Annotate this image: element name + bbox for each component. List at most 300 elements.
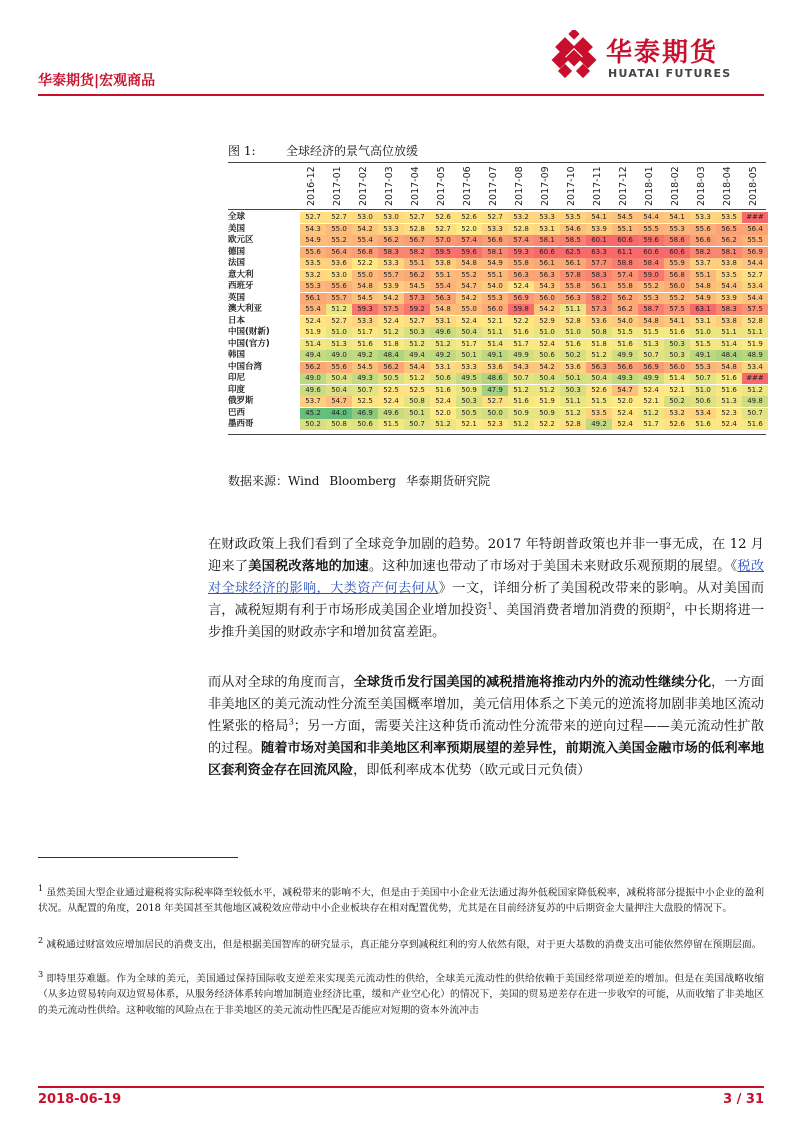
- heatmap-cell: 51.1: [716, 327, 742, 338]
- heatmap-cell: 55.3: [664, 224, 690, 235]
- heatmap-cell: 51.4: [300, 339, 326, 350]
- heatmap-cell: 55.3: [690, 362, 716, 373]
- month-header: 2017-07: [488, 166, 499, 206]
- heatmap-top-rule: [228, 162, 766, 163]
- heatmap-cell: 55.5: [742, 235, 768, 246]
- heatmap-cell: 52.1: [482, 316, 508, 327]
- heatmap-cell: 52.1: [664, 385, 690, 396]
- heatmap-cell: 54.0: [612, 316, 638, 327]
- heatmap-cell: 50.9: [508, 408, 534, 419]
- heatmap-cell: 56.2: [378, 362, 404, 373]
- heatmap-cell: 54.5: [352, 362, 378, 373]
- header-rule: [38, 94, 764, 96]
- heatmap-cell: 60.6: [612, 235, 638, 246]
- heatmap-cell: 53.3: [352, 316, 378, 327]
- heatmap-cell: 51.6: [664, 327, 690, 338]
- logo-english-name: HUATAI FUTURES: [608, 67, 732, 80]
- heatmap-cell: 55.1: [690, 270, 716, 281]
- heatmap-cell: 50.4: [534, 373, 560, 384]
- heatmap-cell: 54.7: [612, 385, 638, 396]
- logo-chinese-name: 华泰期货: [606, 38, 719, 68]
- row-label: 日本: [228, 315, 246, 326]
- heatmap-cell: 51.0: [534, 327, 560, 338]
- heatmap-cell: 53.9: [716, 293, 742, 304]
- heatmap-cell: 52.7: [742, 270, 768, 281]
- heatmap-cell: 54.4: [742, 258, 768, 269]
- row-label: 中国台湾: [228, 361, 263, 372]
- heatmap-cell: 51.2: [404, 339, 430, 350]
- heatmap-cell: 53.6: [560, 362, 586, 373]
- heatmap-cell: 53.0: [326, 270, 352, 281]
- heatmap-cell: 50.3: [456, 396, 482, 407]
- heatmap-cell: 51.1: [560, 304, 586, 315]
- heatmap-cell: 55.3: [638, 293, 664, 304]
- heatmap-cell: 51.2: [326, 304, 352, 315]
- heatmap-cell: 49.1: [690, 350, 716, 361]
- heatmap-cell: 55.8: [560, 281, 586, 292]
- heatmap-cell: 52.7: [404, 212, 430, 223]
- heatmap-cell: 51.1: [742, 327, 768, 338]
- heatmap-cell: 51.6: [742, 419, 768, 430]
- figure-source: [228, 472, 500, 489]
- footnote-2-text: 减税通过财富效应增加居民的消费支出，但是根据美国智库的研究显示，真正能分享到减税红利的穷人依然有限，对于更大基数的消费支出可能依然停留在预期层面。: [46, 939, 762, 951]
- heatmap-cell: 54.9: [482, 258, 508, 269]
- huatai-logo: [548, 30, 768, 86]
- heatmap-cell: 53.3: [456, 362, 482, 373]
- heatmap-cell: 55.6: [300, 247, 326, 258]
- header-brand: 华泰期货|宏观商品: [38, 73, 156, 89]
- heatmap-cell: 54.7: [456, 281, 482, 292]
- heatmap-cell: 54.2: [456, 293, 482, 304]
- heatmap-cell: 56.7: [404, 235, 430, 246]
- heatmap-cell: 50.6: [352, 419, 378, 430]
- heatmap-cell: 53.5: [586, 408, 612, 419]
- row-label: 意大利: [228, 269, 254, 280]
- heatmap-cell: 55.2: [664, 293, 690, 304]
- row-label: 中国(官方): [228, 338, 270, 349]
- footnote-2-number: 2: [38, 935, 44, 945]
- month-header: 2017-12: [618, 166, 629, 206]
- heatmap-cell: 50.2: [560, 350, 586, 361]
- heatmap-cell: 51.4: [664, 373, 690, 384]
- heatmap-cell: 56.3: [508, 270, 534, 281]
- p1-bold-1: 美国税改落地的加速: [248, 559, 369, 574]
- p1-text-4: 、美国消费者增加消费的预期: [492, 603, 666, 618]
- month-header: 2017-02: [358, 166, 369, 206]
- heatmap-cell: 51.3: [638, 339, 664, 350]
- heatmap-cell: 54.4: [638, 212, 664, 223]
- heatmap-cell: 51.6: [716, 373, 742, 384]
- paragraph-tax-reform: [208, 534, 764, 644]
- heatmap-cell: 50.7: [508, 373, 534, 384]
- heatmap-cell: 49.2: [352, 350, 378, 361]
- row-label: 墨西哥: [228, 419, 254, 429]
- heatmap-cell: 54.5: [352, 293, 378, 304]
- heatmap-cell: 52.7: [482, 396, 508, 407]
- page-number: 3 / 31: [723, 1092, 764, 1107]
- heatmap-cell: 55.8: [508, 258, 534, 269]
- heatmap-cell: 49.2: [430, 350, 456, 361]
- huatai-logo-mark-icon: [548, 30, 600, 82]
- heatmap-cell: 50.6: [534, 350, 560, 361]
- heatmap-cell: 51.4: [716, 339, 742, 350]
- heatmap-cell: 55.3: [300, 281, 326, 292]
- heatmap-cell: 50.0: [482, 408, 508, 419]
- row-label: 俄罗斯: [228, 396, 254, 406]
- heatmap-cell: 54.8: [716, 362, 742, 373]
- heatmap-cell: 56.2: [300, 362, 326, 373]
- heatmap-cell: 51.6: [690, 419, 716, 430]
- heatmap-cell: 57.5: [742, 304, 768, 315]
- p2-text-3: ；另一方面，需要关注这种货币流动性分流带来的逆向过程——美元流动性扩散的过程。: [208, 719, 765, 756]
- heatmap-cell: 57.8: [560, 270, 586, 281]
- heatmap-cell: 51.5: [638, 327, 664, 338]
- heatmap-cell: 53.3: [534, 212, 560, 223]
- month-header: 2016-12: [306, 166, 317, 206]
- heatmap-cell: 56.1: [560, 258, 586, 269]
- footnote-3-number: 3: [38, 969, 44, 979]
- heatmap-cell: 55.6: [326, 362, 352, 373]
- heatmap-cell: 49.3: [612, 373, 638, 384]
- heatmap-cell: 55.7: [378, 270, 404, 281]
- heatmap-cell: 46.9: [352, 408, 378, 419]
- heatmap-cell: 50.1: [560, 373, 586, 384]
- heatmap-cell: 51.1: [560, 396, 586, 407]
- heatmap-cell: 58.5: [560, 235, 586, 246]
- source-label: 数据来源：: [228, 474, 289, 488]
- heatmap-cell: 51.2: [586, 350, 612, 361]
- heatmap-cell: 56.3: [430, 293, 456, 304]
- heatmap-cell: 52.2: [534, 419, 560, 430]
- heatmap-cell: 59.8: [508, 304, 534, 315]
- month-header: 2017-10: [566, 166, 577, 206]
- heatmap-cell: 50.7: [404, 419, 430, 430]
- heatmap-cell: 57.4: [508, 235, 534, 246]
- heatmap-cell: 49.8: [742, 396, 768, 407]
- heatmap-cell: 53.8: [716, 316, 742, 327]
- heatmap-cell: 52.1: [456, 419, 482, 430]
- footnote-ref-2[interactable]: 2: [665, 601, 671, 611]
- heatmap-cell: 50.9: [534, 408, 560, 419]
- heatmap-cell: 51.8: [378, 339, 404, 350]
- heatmap-cell: 55.3: [482, 293, 508, 304]
- heatmap-cell: 55.5: [638, 224, 664, 235]
- heatmap-cell: 50.3: [664, 339, 690, 350]
- heatmap-cell: 51.6: [508, 327, 534, 338]
- heatmap-cell: 53.2: [300, 270, 326, 281]
- heatmap-cell: 53.8: [430, 258, 456, 269]
- heatmap-cell: 54.2: [352, 224, 378, 235]
- heatmap-cell: 52.4: [430, 396, 456, 407]
- heatmap-cell: 58.1: [482, 247, 508, 258]
- heatmap-cell: 58.3: [378, 247, 404, 258]
- heatmap-cell: 50.9: [456, 385, 482, 396]
- row-label: 韩国: [228, 350, 246, 360]
- heatmap-cell: 50.4: [326, 385, 352, 396]
- heatmap-cell: 50.8: [586, 327, 612, 338]
- heatmap-cell: 55.2: [326, 235, 352, 246]
- p2-bold-1: 全球货币发行国美国的减税措施将推动内外的流动性继续分化: [353, 675, 712, 690]
- row-label: 印度: [228, 384, 246, 395]
- heatmap-cell: 54.2: [534, 304, 560, 315]
- heatmap-cell: 54.7: [326, 396, 352, 407]
- heatmap-cell: 53.3: [482, 224, 508, 235]
- month-header: 2017-09: [540, 166, 551, 206]
- heatmap-cell: 51.6: [560, 339, 586, 350]
- heatmap-cell: ###: [742, 212, 768, 223]
- heatmap-header-rule: [228, 209, 766, 210]
- heatmap-cell: 56.6: [690, 235, 716, 246]
- heatmap-cell: 57.7: [586, 258, 612, 269]
- heatmap-cell: 51.6: [612, 339, 638, 350]
- heatmap-cell: 54.8: [352, 281, 378, 292]
- heatmap-cell: 52.5: [378, 385, 404, 396]
- heatmap-cell: 56.2: [378, 235, 404, 246]
- heatmap-cell: 51.9: [742, 339, 768, 350]
- footnote-ref-3[interactable]: 3: [288, 717, 294, 727]
- heatmap-cell: 50.5: [456, 408, 482, 419]
- heatmap-cell: 59.2: [404, 304, 430, 315]
- heatmap-cell: 49.6: [430, 327, 456, 338]
- heatmap-cell: 51.2: [430, 419, 456, 430]
- heatmap-cell: 52.7: [326, 212, 352, 223]
- heatmap-cell: 55.6: [690, 224, 716, 235]
- heatmap-cell: 51.5: [690, 339, 716, 350]
- heatmap-cell: 51.2: [742, 385, 768, 396]
- month-header: 2018-04: [722, 166, 733, 206]
- heatmap-cell: 50.2: [300, 419, 326, 430]
- heatmap-cell: 49.6: [300, 385, 326, 396]
- heatmap-cell: 57.3: [586, 304, 612, 315]
- heatmap-cell: 56.3: [586, 362, 612, 373]
- heatmap-cell: 50.4: [456, 327, 482, 338]
- heatmap-cell: 58.2: [404, 247, 430, 258]
- source-bloomberg: Bloomberg: [329, 474, 397, 488]
- heatmap-cell: 53.4: [742, 362, 768, 373]
- heatmap-cell: 56.6: [482, 235, 508, 246]
- heatmap-cell: 56.2: [612, 293, 638, 304]
- heatmap-cell: 52.7: [430, 224, 456, 235]
- heatmap-cell: 48.6: [482, 373, 508, 384]
- heatmap-cell: 52.0: [612, 396, 638, 407]
- heatmap-cell: 51.5: [378, 419, 404, 430]
- heatmap-cell: 54.8: [456, 258, 482, 269]
- heatmap-cell: 54.2: [534, 362, 560, 373]
- heatmap-cell: 50.7: [690, 373, 716, 384]
- heatmap-cell: 51.2: [638, 408, 664, 419]
- heatmap-cell: 51.7: [638, 419, 664, 430]
- heatmap-cell: 49.9: [638, 373, 664, 384]
- heatmap-cell: 49.9: [508, 350, 534, 361]
- p1-text-3: 》一文，详细分析了美国税改带来的影响。从对美国而言，减税短期有利于市场形成美国企业增加投资: [208, 581, 765, 618]
- p2-text-1: 而从对全球的角度而言，: [208, 675, 354, 690]
- heatmap-cell: 56.6: [612, 362, 638, 373]
- heatmap-cell: 63.3: [586, 247, 612, 258]
- heatmap-cell: 52.5: [404, 385, 430, 396]
- heatmap-cell: 58.1: [716, 247, 742, 258]
- heatmap-cell: 51.6: [352, 339, 378, 350]
- heatmap-cell: 52.7: [482, 212, 508, 223]
- p1-text-1: 在财政政策上我们看到了全球竞争加剧的趋势。2017 年特朗普政策也并非一事无成，在 12 月迎来了: [208, 537, 764, 574]
- heatmap-cell: 59.6: [638, 235, 664, 246]
- heatmap-cell: 54.3: [508, 362, 534, 373]
- heatmap-cell: 50.5: [378, 373, 404, 384]
- heatmap-cell: 52.6: [586, 385, 612, 396]
- heatmap-cell: 56.5: [716, 224, 742, 235]
- heatmap-cell: 50.1: [456, 350, 482, 361]
- heatmap-cell: 52.4: [612, 408, 638, 419]
- heatmap-cell: 53.5: [716, 270, 742, 281]
- heatmap-cell: 49.9: [612, 350, 638, 361]
- heatmap-cell: 55.8: [612, 281, 638, 292]
- footnote-1-text: 虽然美国大型企业通过避税将实际税率降至较低水平，减税带来的影响不大，但是由于美国中小企业无法通过海外低税国家降低税率，减税将部分提振中小企业的盈利状况。从配置的角度，2018 年美国甚至其他地区减税效应带动中小企业板块存在相对配置优势，尤其是在目前经济复苏的中后期资金大量押注大盘股的情况下。: [38, 887, 764, 915]
- heatmap-cell: 55.4: [300, 304, 326, 315]
- heatmap-bottom-rule: [228, 434, 766, 435]
- heatmap-cell: 50.8: [326, 419, 352, 430]
- heatmap-cell: 58.2: [690, 247, 716, 258]
- heatmap-cell: 50.2: [664, 396, 690, 407]
- heatmap-cell: 54.3: [534, 281, 560, 292]
- heatmap-cell: 51.6: [716, 385, 742, 396]
- month-header: 2017-01: [332, 166, 343, 206]
- heatmap-cell: 55.0: [326, 224, 352, 235]
- heatmap-cell: 53.9: [586, 224, 612, 235]
- heatmap-cell: 51.5: [586, 396, 612, 407]
- heatmap-cell: 55.9: [664, 258, 690, 269]
- heatmap-cell: 55.2: [638, 281, 664, 292]
- heatmap-cell: 52.7: [404, 316, 430, 327]
- footnote-1: [38, 880, 764, 917]
- heatmap-cell: 61.1: [612, 247, 638, 258]
- heatmap-cell: 54.0: [482, 281, 508, 292]
- heatmap-cell: 52.4: [716, 419, 742, 430]
- source-wind: Wind: [288, 474, 320, 488]
- heatmap-cell: 54.8: [690, 281, 716, 292]
- heatmap-cell: 54.8: [638, 316, 664, 327]
- heatmap-cell: 52.0: [430, 408, 456, 419]
- heatmap-cell: 49.3: [352, 373, 378, 384]
- heatmap-cell: 53.3: [378, 258, 404, 269]
- heatmap-cell: 50.3: [664, 350, 690, 361]
- heatmap-cell: 54.4: [716, 281, 742, 292]
- footnote-3-text: 即特里芬难题。作为全球的美元，美国通过保持国际收支逆差来实现美元流动性的供给，全球美元流动性的供给依赖于美国经常项逆差的增加。但是在美国战略收缩（从多边贸易转向双边贸易体系，从服务经济体系转向增加制造业经济比重，缓和产业空心化）的情况下，美国的贸易逆差存在进一步收窄的可能，从而收缩了非美地区的美元流动性供给。这种收缩的风险点在于非美地区的美元流动性匹配是否能应对短期的资本外流冲击: [38, 973, 764, 1017]
- heatmap-cell: 52.6: [430, 212, 456, 223]
- heatmap-cell: 56.2: [716, 235, 742, 246]
- month-header: 2017-03: [384, 166, 395, 206]
- heatmap-cell: 56.1: [534, 258, 560, 269]
- row-label: 中国(财新): [228, 327, 270, 337]
- heatmap-cell: 51.1: [482, 327, 508, 338]
- article-link[interactable]: 税改对全球经济的影响，大类资产何去何从: [208, 559, 765, 596]
- heatmap-cell: 49.4: [300, 350, 326, 361]
- source-huatai: 华泰期货研究院: [406, 474, 491, 488]
- heatmap-cell: 54.6: [560, 224, 586, 235]
- heatmap-cell: 58.7: [638, 304, 664, 315]
- heatmap-cell: 58.1: [534, 235, 560, 246]
- heatmap-cell: 52.8: [560, 316, 586, 327]
- heatmap-cell: 56.9: [742, 247, 768, 258]
- heatmap-cell: 52.8: [742, 316, 768, 327]
- heatmap-cell: 55.0: [352, 270, 378, 281]
- heatmap-cell: 52.4: [638, 385, 664, 396]
- heatmap-cell: 52.8: [560, 419, 586, 430]
- heatmap-cell: 53.6: [482, 362, 508, 373]
- heatmap-cell: 55.4: [352, 235, 378, 246]
- footnote-2: [38, 932, 764, 953]
- heatmap-cell: 52.8: [508, 224, 534, 235]
- heatmap-cell: 53.1: [430, 362, 456, 373]
- heatmap-cell: 51.6: [430, 385, 456, 396]
- month-header: 2017-05: [436, 166, 447, 206]
- heatmap-cell: 52.8: [404, 224, 430, 235]
- heatmap-cell: 53.9: [378, 281, 404, 292]
- heatmap-cell: 51.7: [456, 339, 482, 350]
- heatmap-cell: 50.4: [326, 373, 352, 384]
- heatmap-cell: 52.4: [456, 316, 482, 327]
- heatmap-cell: 51.3: [326, 339, 352, 350]
- heatmap-cell: 48.9: [742, 350, 768, 361]
- heatmap-cell: 54.1: [664, 316, 690, 327]
- heatmap-cell: 52.4: [534, 339, 560, 350]
- heatmap-cell: 51.7: [508, 339, 534, 350]
- heatmap-cell: 55.1: [430, 270, 456, 281]
- heatmap-cell: 51.4: [482, 339, 508, 350]
- heatmap-cell: 49.1: [482, 350, 508, 361]
- heatmap-cell: 52.4: [508, 281, 534, 292]
- heatmap-cell: 49.6: [378, 408, 404, 419]
- heatmap-cell: 53.3: [690, 212, 716, 223]
- heatmap-cell: 51.9: [300, 327, 326, 338]
- heatmap-cell: 57.4: [612, 270, 638, 281]
- heatmap-cell: 52.4: [378, 316, 404, 327]
- heatmap-cell: 53.4: [742, 281, 768, 292]
- heatmap-cell: 54.9: [300, 235, 326, 246]
- heatmap-cell: 48.4: [378, 350, 404, 361]
- heatmap-cell: 54.2: [378, 293, 404, 304]
- heatmap-cell: 51.8: [586, 339, 612, 350]
- month-header: 2018-01: [644, 166, 655, 206]
- heatmap-cell: 53.1: [534, 224, 560, 235]
- heatmap-cell: 60.6: [664, 247, 690, 258]
- heatmap-cell: 45.2: [300, 408, 326, 419]
- heatmap-cell: 58.6: [664, 235, 690, 246]
- heatmap-cell: 60.1: [586, 235, 612, 246]
- footer-date: 2018-06-19: [38, 1092, 122, 1107]
- heatmap-cell: 52.4: [300, 316, 326, 327]
- heatmap-cell: 58.4: [638, 258, 664, 269]
- heatmap-cell: 58.3: [586, 270, 612, 281]
- footnote-ref-1[interactable]: 1: [487, 601, 493, 611]
- heatmap-cell: 52.2: [352, 258, 378, 269]
- heatmap-cell: 54.1: [664, 212, 690, 223]
- heatmap-cell: 49.0: [300, 373, 326, 384]
- heatmap-cell: 52.6: [456, 212, 482, 223]
- heatmap-cell: 62.5: [560, 247, 586, 258]
- footnote-3: [38, 966, 764, 1019]
- row-label: 西班牙: [228, 281, 254, 291]
- p2-text-2: ，一方面非美地区的美元流动性分流至美国概率增加，美元信用体系之下美元的逆流将加剧非美地区流动性紧张的格局: [208, 675, 765, 734]
- heatmap-cell: 51.2: [534, 385, 560, 396]
- heatmap-cell: 50.7: [352, 385, 378, 396]
- heatmap-cell: 59.3: [352, 304, 378, 315]
- p1-text-2: 。这种加速也带动了市场对于美国未来财政乐观预期的展望。《: [368, 559, 738, 574]
- heatmap-cell: 50.7: [742, 408, 768, 419]
- heatmap-cell: 53.2: [664, 408, 690, 419]
- heatmap-cell: 51.0: [560, 327, 586, 338]
- heatmap-cell: 56.2: [404, 270, 430, 281]
- heatmap-cell: 57.5: [664, 304, 690, 315]
- heatmap-cell: 53.8: [716, 258, 742, 269]
